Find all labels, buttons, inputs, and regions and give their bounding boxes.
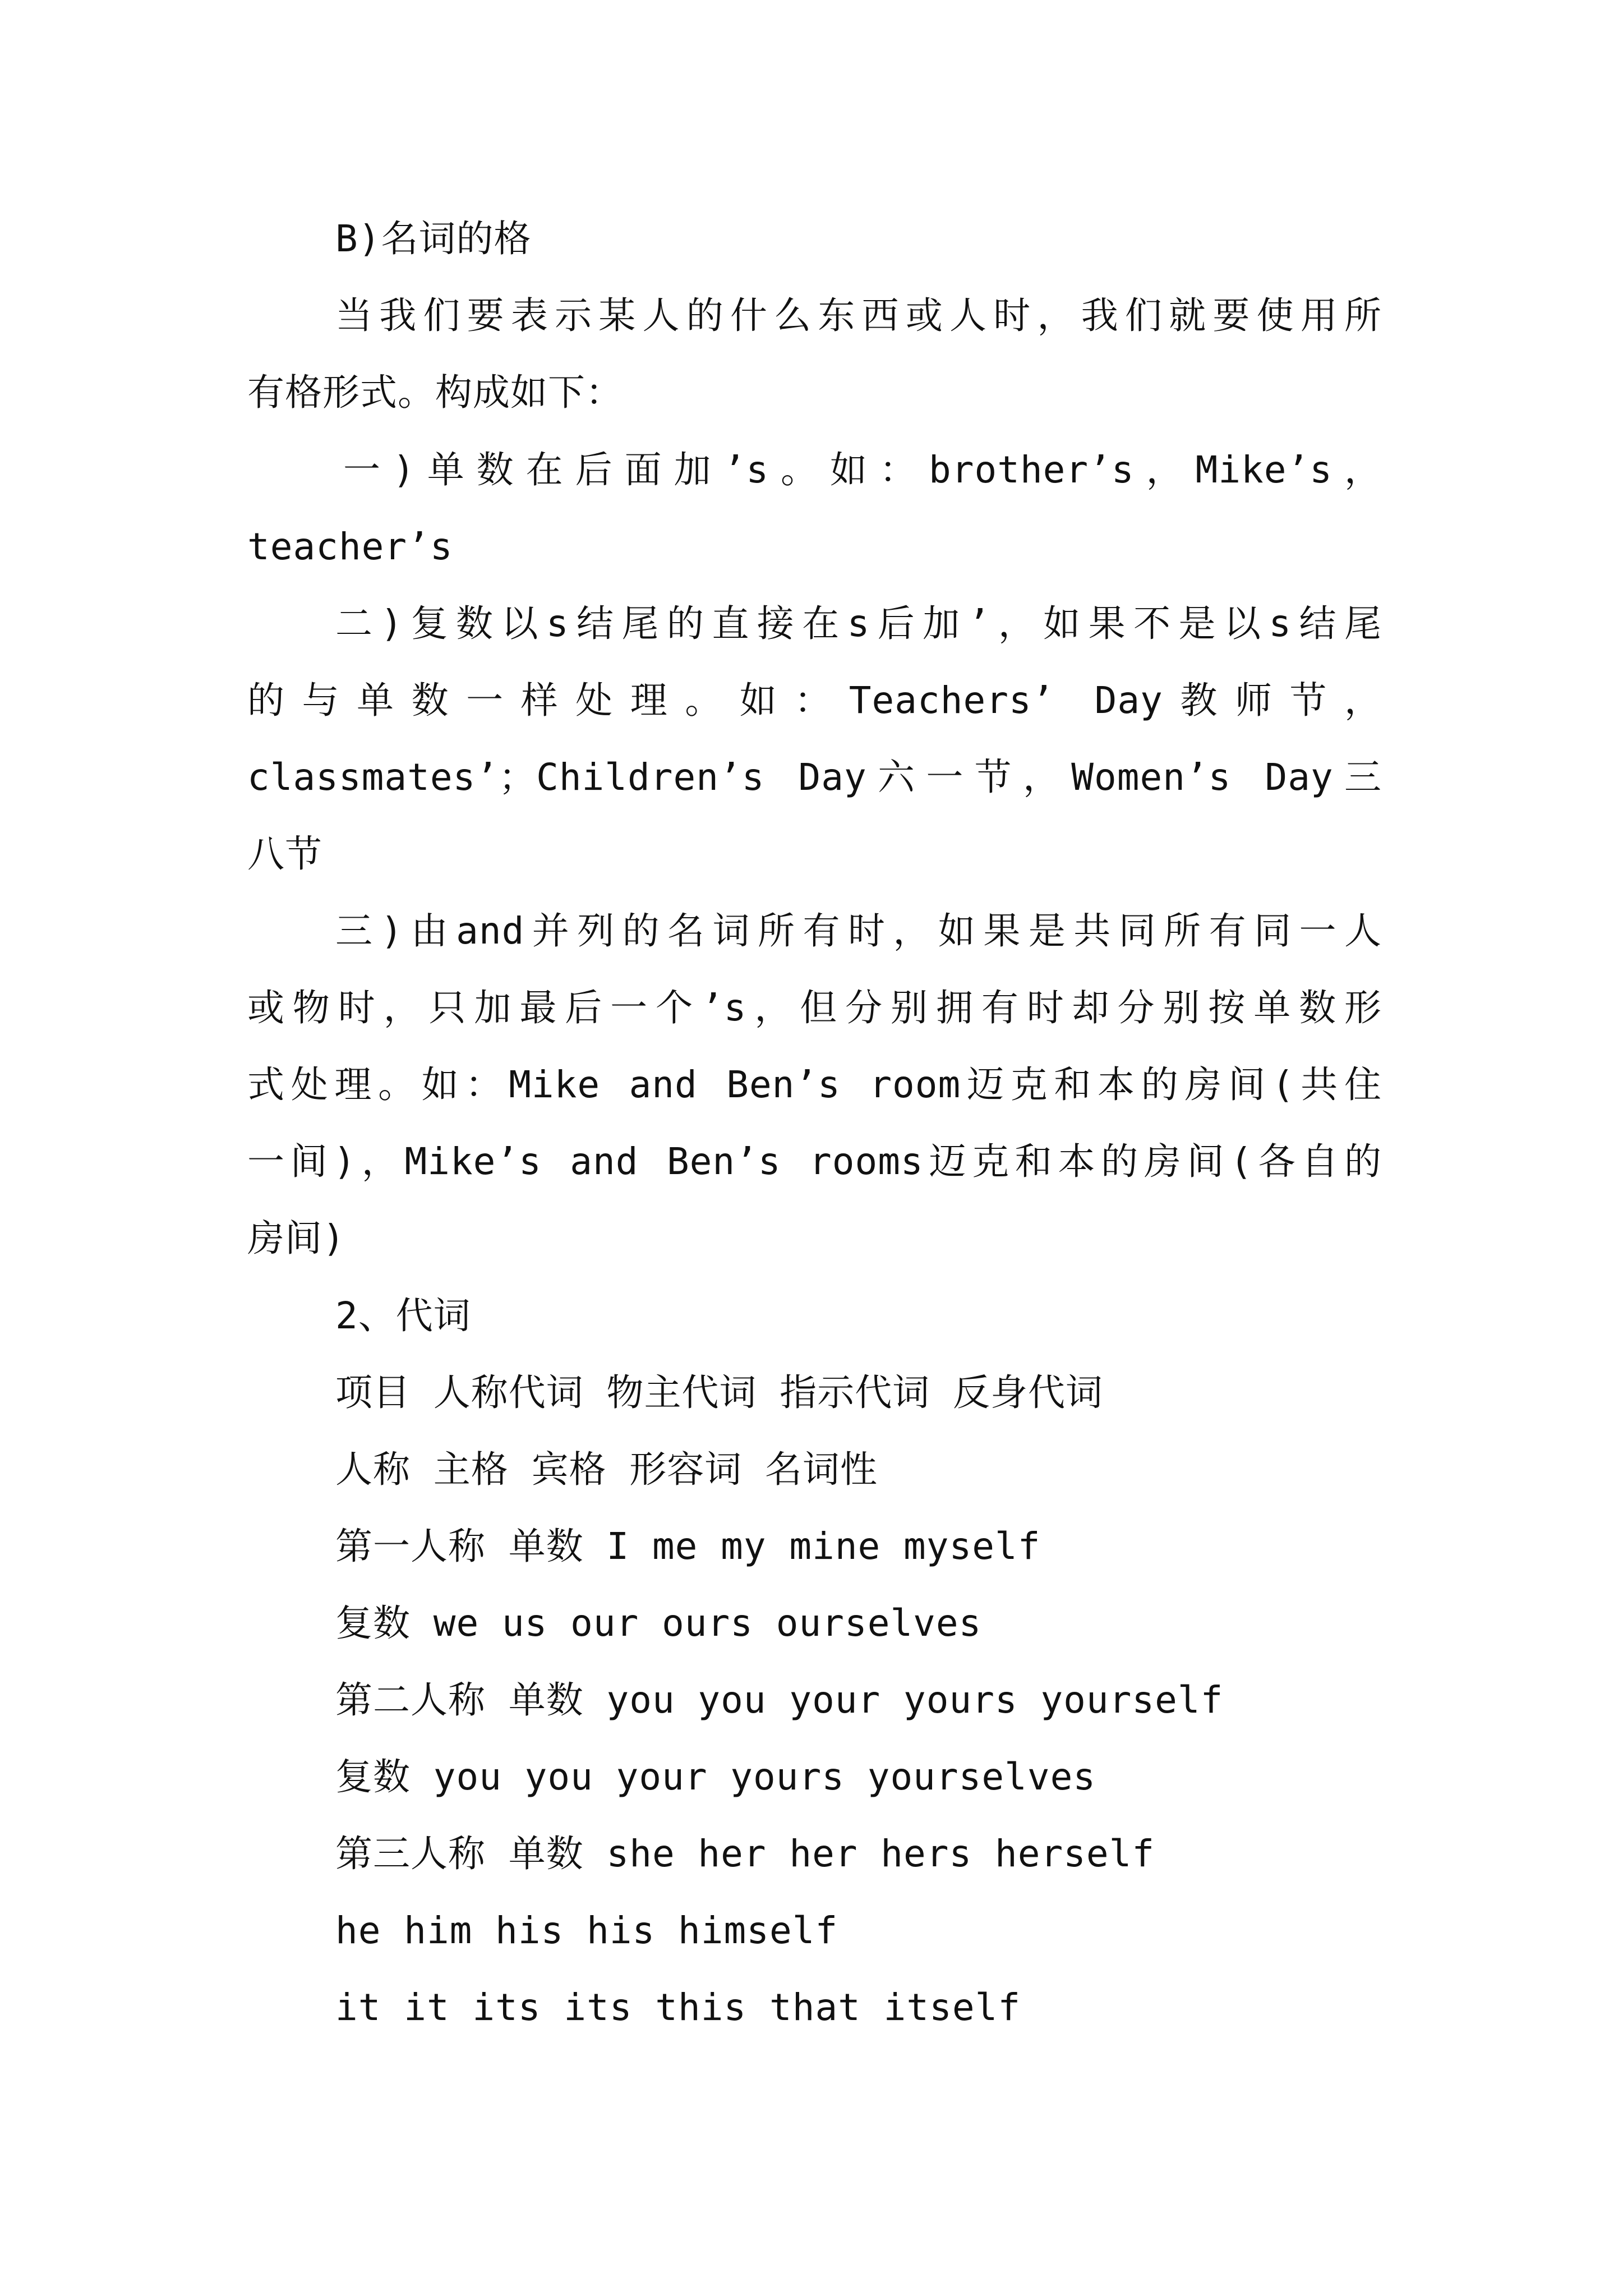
paragraph-line: 的与单数一样处理。如：Teachers’ Day教师节，: [247, 679, 1382, 722]
paragraph-line: 一)单数在后面加’s。如：brother’s，Mike’s，: [343, 448, 1382, 491]
table-row: 第二人称 单数 you you your yours yourself: [335, 1678, 1224, 1722]
table-row: 人称 主格 宾格 形容词 名词性: [335, 1448, 878, 1491]
paragraph-line: 一间)，Mike’s and Ben’s rooms迈克和本的房间(各自的: [247, 1140, 1382, 1183]
table-row: 第一人称 单数 I me my mine myself: [335, 1525, 1041, 1568]
paragraph-line: 三)由and并列的名词所有时，如果是共同所有同一人: [335, 909, 1382, 953]
table-row: 复数 we us our ours ourselves: [335, 1602, 982, 1645]
table-row: 第三人称 单数 she her her hers herself: [335, 1832, 1155, 1875]
paragraph-line: 式处理。如：Mike and Ben’s room迈克和本的房间(共住: [247, 1063, 1382, 1106]
section-heading: B)名词的格: [335, 217, 532, 260]
table-row: he him his his himself: [335, 1909, 838, 1952]
paragraph-line: 或物时，只加最后一个’s，但分别拥有时却分别按单数形: [247, 986, 1382, 1029]
paragraph-line: teacher’s: [247, 525, 453, 568]
section-heading: 2、代词: [335, 1294, 471, 1337]
paragraph-line: classmates’；Children’s Day六一节，Women’s Day三: [247, 756, 1382, 799]
paragraph-line: 当我们要表示某人的什么东西或人时，我们就要使用所: [335, 294, 1382, 337]
paragraph-line: 八节: [247, 832, 322, 876]
paragraph-line: 房间): [247, 1217, 345, 1260]
paragraph-line: 有格形式。构成如下：: [247, 371, 623, 414]
table-row: 项目 人称代词 物主代词 指示代词 反身代词: [335, 1371, 1103, 1414]
table-row: 复数 you you your yours yourselves: [335, 1755, 1096, 1798]
table-row: it it its its this that itself: [335, 1986, 1021, 2029]
paragraph-line: 二)复数以s结尾的直接在s后加’，如果不是以s结尾: [335, 602, 1382, 645]
